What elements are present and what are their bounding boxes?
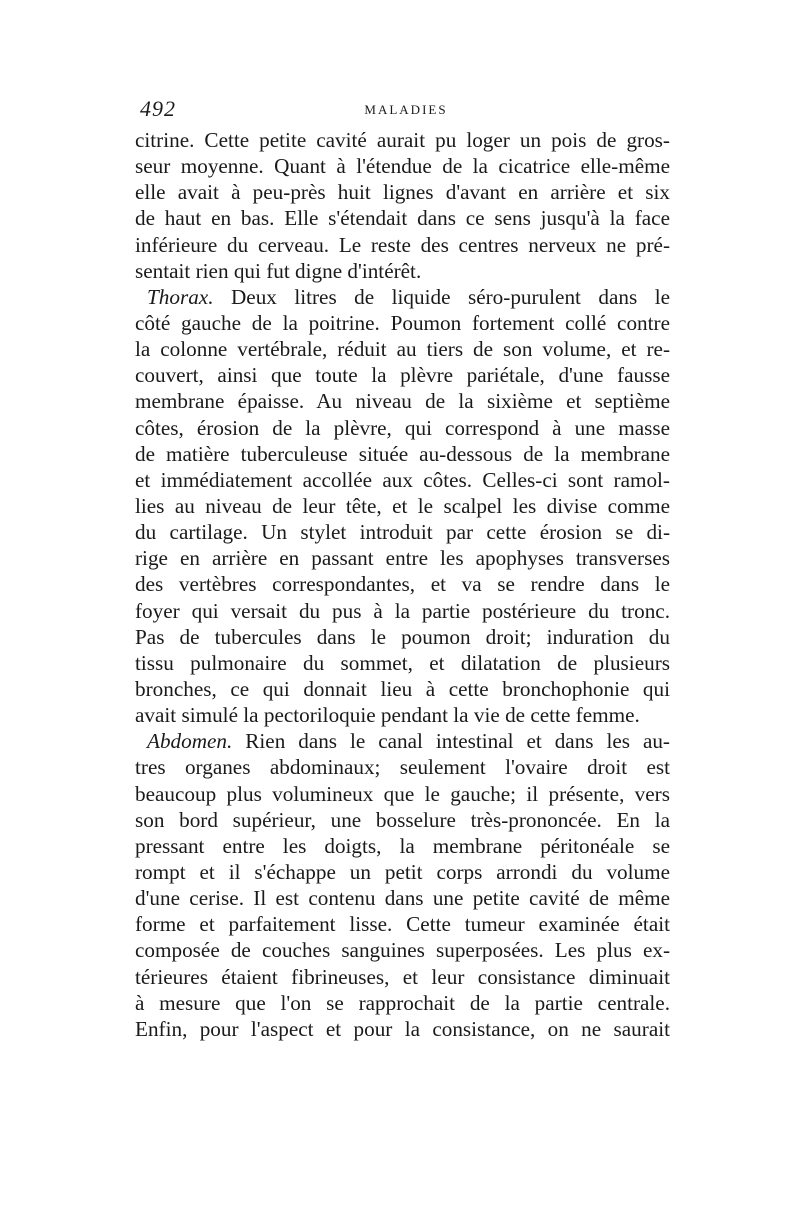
text-line <box>135 284 670 310</box>
text-line: foyer qui versait du pus à la partie postérieure du tronc. <box>135 598 670 623</box>
text-line: du cartilage. Un stylet introduit par cette érosion se di- <box>135 520 670 545</box>
text-run: Rien dans le canal intestinal et dans les au- <box>232 729 670 754</box>
text-line: et immédiatement accollée aux côtes. Celles-ci sont ramol- <box>135 467 670 492</box>
text-line: bronches, ce qui donnait lieu à cette bronchophonie qui <box>135 676 670 701</box>
body-text <box>135 127 670 1042</box>
text-line: rompt et il s'échappe un petit corps arrondi du volume <box>135 859 670 884</box>
text-line: de haut en bas. Elle s'étendait dans ce sens jusqu'à la face <box>135 206 670 231</box>
text-line: rige en arrière en passant entre les apophyses transverses <box>135 546 670 571</box>
text-line: tissu pulmonaire du sommet, et dilatation de plusieurs <box>135 650 670 675</box>
running-head: MALADIES <box>364 102 448 117</box>
text-line: seur moyenne. Quant à l'étendue de la cicatrice elle-même <box>135 154 670 179</box>
page-header <box>140 96 672 124</box>
text-line: tres organes abdominaux; seulement l'ovaire droit est <box>135 755 670 780</box>
text-line: citrine. Cette petite cavité aurait pu loger un pois de gros- <box>135 128 670 152</box>
section-title-abdomen: Abdomen. <box>147 729 233 754</box>
text-line: côtes, érosion de la plèvre, qui correspond à une masse <box>135 415 670 440</box>
text-line: Pas de tubercules dans le poumon droit; induration du <box>135 624 670 649</box>
text-line: lies au niveau de leur tête, et le scalpel les divise comme <box>135 493 670 518</box>
text-line: couvert, ainsi que toute la plèvre pariétale, d'une fausse <box>135 363 670 388</box>
page-number: 492 <box>140 96 176 121</box>
text-line: composée de couches sanguines superposées. Les plus ex- <box>135 938 670 963</box>
text-line: son bord supérieur, une bosselure très-prononcée. En la <box>135 807 670 832</box>
text-line: d'une cerise. Il est contenu dans une petite cavité de même <box>135 886 670 911</box>
text-line: térieures étaient fibrineuses, et leur consistance diminuait <box>135 964 670 989</box>
text-line: inférieure du cerveau. Le reste des centres nerveux ne pré- <box>135 232 670 257</box>
section-title-thorax: Thorax. <box>147 284 214 309</box>
text-line: Enfin, pour l'aspect et pour la consistance, on ne saurait <box>135 1016 670 1041</box>
text-line: forme et parfaitement lisse. Cette tumeur examinée était <box>135 912 670 937</box>
text-line: beaucoup plus volumineux que le gauche; il présente, vers <box>135 781 670 806</box>
text-line: des vertèbres correspondantes, et va se rendre dans le <box>135 572 670 597</box>
text-line: pressant entre les doigts, la membrane péritonéale se <box>135 833 670 858</box>
text-line: à mesure que l'on se rapprochait de la partie centrale. <box>135 990 670 1015</box>
text-line: membrane épaisse. Au niveau de la sixième et septième <box>135 389 670 414</box>
text-line: de matière tuberculeuse située au-dessous de la membrane <box>135 441 670 466</box>
text-line: avait simulé la pectoriloquie pendant la vie de cette femme. <box>135 703 640 728</box>
text-line: côté gauche de la poitrine. Poumon fortement collé contre <box>135 310 670 335</box>
text-run: Deux litres de liquide séro-purulent dans le <box>213 284 670 309</box>
text-line <box>135 728 670 754</box>
text-line: la colonne vertébrale, réduit au tiers de son volume, et re- <box>135 337 670 362</box>
text-line: sentait rien qui fut digne d'intérêt. <box>135 258 422 283</box>
text-line: elle avait à peu-près huit lignes d'avant en arrière et six <box>135 180 670 205</box>
